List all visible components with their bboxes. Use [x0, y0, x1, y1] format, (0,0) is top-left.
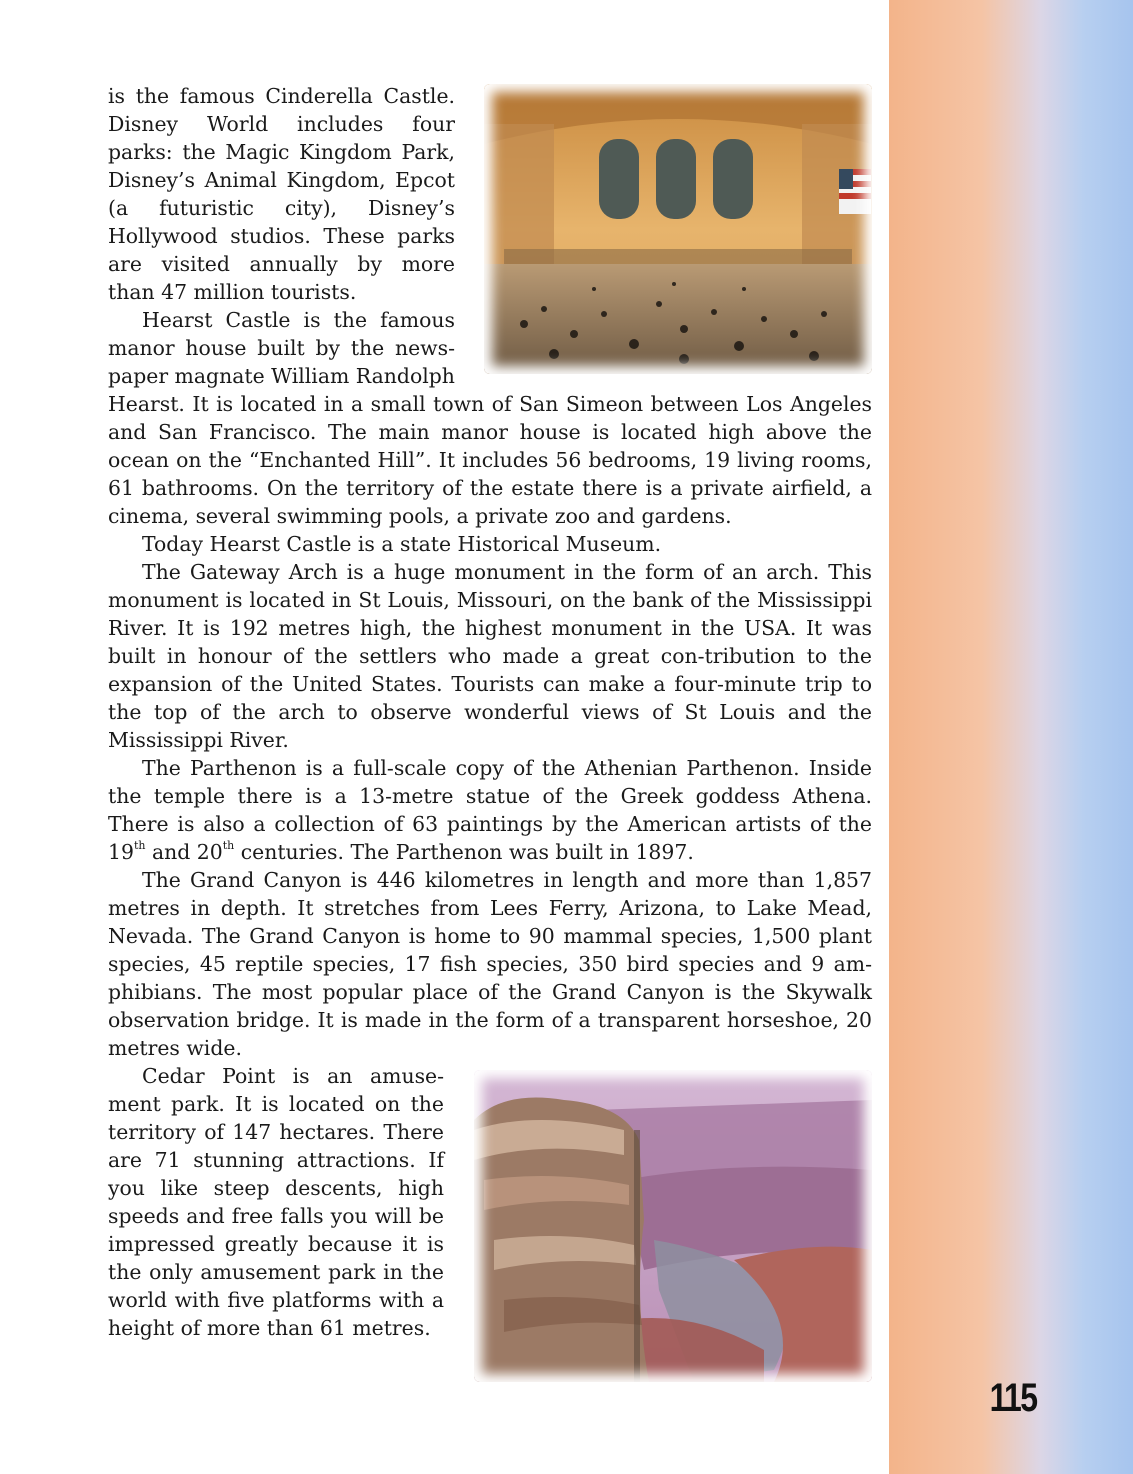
decorative-sidebar: [889, 0, 1133, 1474]
paragraph-gateway-arch: The Gateway Arch is a huge monument in the form of an arch. This monument is located in St Louis, Missouri, on the bank of the Mississippi River. It is 192 metres high, the highest monument in the USA. It was built in honour of the settlers who made a great con-tribution to the expansion of the United States. Tourists can make a four-minute trip to the top of the arch to observe wonderful views of St Louis and the Mississippi River.: [108, 560, 872, 752]
parthenon-text-c: centuries. The Parthenon was built in 1897.: [234, 840, 694, 864]
text-column-main: [108, 390, 872, 1062]
paragraph-disney-world: is the famous Cinderella Castle. Disney World includes four parks: the Magic Kingdom Park, Disney’s Animal Kingdom, Epcot (a futuristic city), Disney’s Hollywood studios. These parks are visited annually by more than 47 million tourists.: [108, 84, 455, 304]
superscript-th: th: [222, 839, 235, 853]
paragraph-grand-canyon: The Grand Canyon is 446 kilometres in length and more than 1,857 metres in depth. It stretches from Lees Ferry, Arizona, to Lake Mead, Nevada. The Grand Canyon is home to 90 mammal species, 1,500 plant species, 45 reptile species, 17 fish species, 350 bird species and 9 am-phibians. The most popular place of the Grand Canyon is the Skywalk observation bridge. It is made in the form of a transparent horseshoe, 20 metres wide.: [108, 868, 872, 1060]
paragraph-parthenon: [108, 754, 872, 866]
paragraph-cedar-point: Cedar Point is an amuse-ment park. It is located on the territory of 147 hectares. There are 71 stunning attractions. If you like steep descents, high speeds and free falls you will be impressed greatly because it is the only amusement park in the world with five platforms with a height of more than 61 metres.: [108, 1064, 444, 1340]
paragraph-hearst-castle-start: Hearst Castle is the famous manor house built by the news-paper magnate William Randolph: [108, 308, 455, 388]
parthenon-text-b: and 20: [145, 840, 223, 864]
paragraph-hearst-castle-continued: Hearst. It is located in a small town of San Simeon between Los Angeles and San Francisco. The main manor house is located high above the ocean on the “Enchanted Hill”. It includes 56 bedrooms, 19 living rooms, 61 bathrooms. On the territory of the estate there is a private airfield, a cinema, several swimming pools, a private zoo and gardens.: [108, 392, 872, 528]
text-column-top: [108, 82, 455, 390]
parthenon-text-a: The Parthenon is a full-scale copy of the Athenian Parthenon. Inside the temple there is a 13-metre statue of the Greek goddess Athena. There is also a collection of 63 paintings by the American artists of the 19: [108, 756, 872, 864]
paragraph-hearst-museum: Today Hearst Castle is a state Historical Museum.: [142, 532, 662, 556]
text-column-bottom: [108, 1062, 444, 1342]
superscript-th: th: [133, 839, 146, 853]
page-number: 115: [989, 1376, 1037, 1420]
photo-grand-canyon: [474, 1070, 872, 1382]
photo-grand-central-terminal: [484, 84, 872, 374]
